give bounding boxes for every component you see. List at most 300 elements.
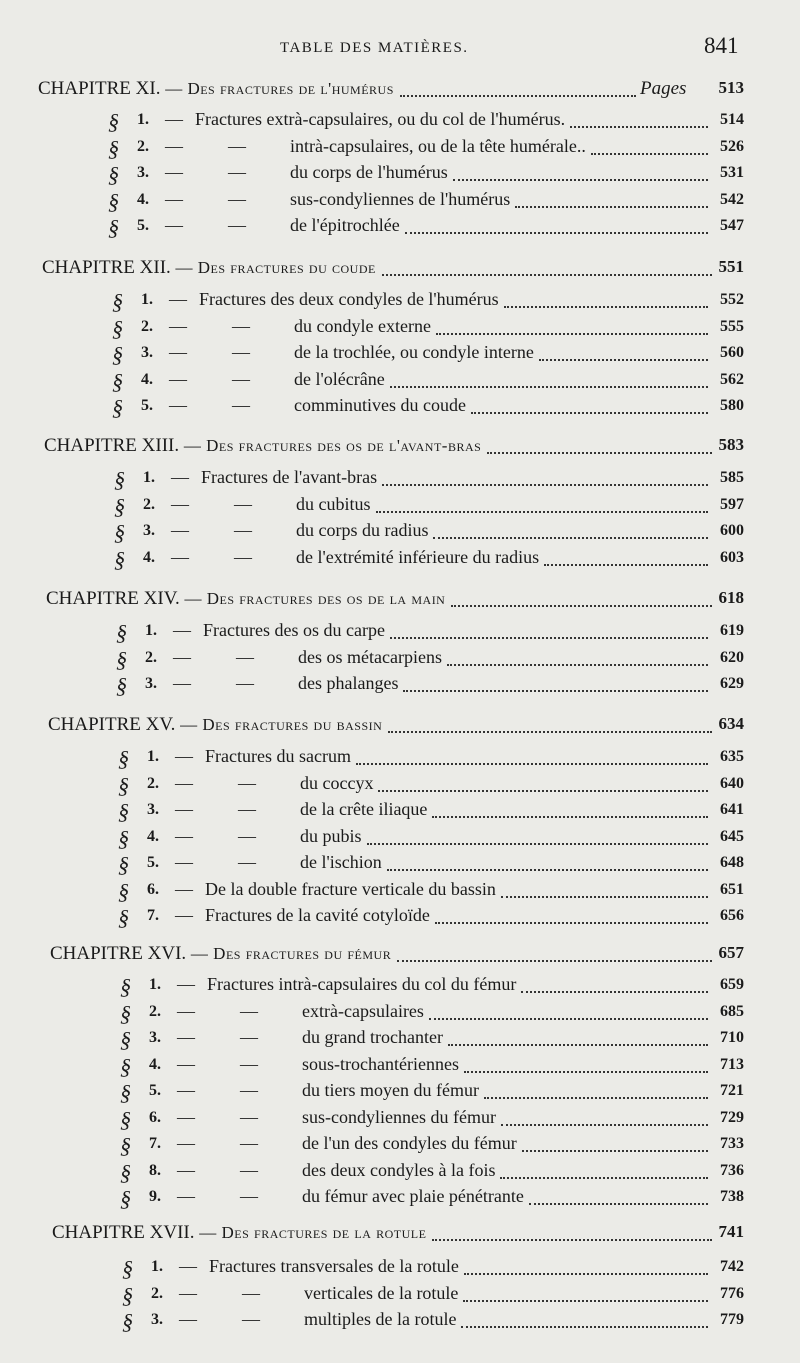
- entry-text: Fractures intrà-capsulaires du col du fémur: [207, 974, 517, 994]
- section-mark: §: [118, 799, 129, 824]
- ditto-dash: —: [228, 188, 246, 209]
- dot-leader: [471, 412, 708, 414]
- entry-page: 560: [720, 344, 744, 361]
- em-dash: —: [175, 772, 193, 793]
- entry-text: du fémur avec plaie pénétrante: [302, 1186, 524, 1206]
- em-dash: —: [169, 342, 187, 362]
- ditto-dash: —: [228, 215, 246, 235]
- section-mark: §: [114, 467, 125, 492]
- section-mark: §: [120, 1080, 131, 1105]
- em-dash: —: [171, 467, 189, 487]
- entry-page: 645: [720, 827, 744, 845]
- entry-text: Fractures des deux condyles de l'humérus: [199, 289, 499, 309]
- chapter-page: 657: [718, 943, 744, 962]
- dot-leader: [570, 126, 708, 128]
- dot-leader: [529, 1203, 708, 1205]
- entry-page: 659: [720, 976, 744, 993]
- section-mark: §: [112, 315, 123, 341]
- ditto-dash: —: [240, 1080, 258, 1100]
- section-mark: §: [116, 620, 127, 645]
- entry-text: du pubis: [300, 825, 362, 846]
- entry-page: 526: [720, 137, 744, 155]
- em-dash: —: [169, 395, 187, 415]
- section-mark: §: [118, 878, 129, 904]
- section-mark: §: [108, 135, 119, 161]
- dot-leader: [390, 637, 708, 639]
- dot-leader: [451, 605, 712, 607]
- section-mark: §: [120, 1133, 131, 1158]
- toc-entry: [0, 467, 800, 493]
- ditto-dash: —: [242, 1309, 260, 1329]
- dot-leader: [433, 537, 708, 539]
- dot-leader: [405, 232, 708, 234]
- em-dash: —: [179, 1309, 197, 1329]
- chapter-label: CHAPITRE XVI.: [50, 943, 187, 964]
- entry-page: 597: [720, 495, 744, 513]
- em-dash: —: [165, 215, 183, 235]
- entry-text: de l'ischion: [300, 852, 382, 872]
- entry-page: 685: [720, 1002, 744, 1020]
- toc-entry: [0, 289, 800, 315]
- section-number: 4.: [147, 827, 159, 845]
- section-number: 3.: [145, 675, 157, 692]
- chapter-subject: — Des fractures de l'humérus: [165, 79, 394, 98]
- chapter-title: [46, 588, 445, 610]
- entry-text: Fractures de l'avant-bras: [201, 467, 378, 487]
- toc-entry: [0, 974, 800, 1000]
- dot-leader: [378, 790, 708, 792]
- entry-page: 514: [720, 111, 744, 128]
- entry-text: sous-trochantériennes: [302, 1053, 459, 1074]
- entry-page: 776: [720, 1284, 744, 1302]
- entry-text: de la trochlée, ou condyle interne: [294, 342, 534, 362]
- toc-entry: [0, 852, 800, 878]
- section-mark: §: [112, 395, 123, 420]
- ditto-dash: —: [236, 646, 254, 667]
- toc-entry: [0, 395, 800, 421]
- em-dash: —: [175, 799, 193, 819]
- section-number: 2.: [137, 137, 149, 155]
- toc-entry: [0, 369, 800, 395]
- dot-leader: [591, 153, 708, 155]
- entry-page: 713: [720, 1055, 744, 1073]
- dot-leader: [432, 1239, 712, 1241]
- section-number: 4.: [141, 370, 153, 388]
- entry-page: 729: [720, 1108, 744, 1126]
- dot-leader: [522, 1150, 708, 1152]
- entry-page: 656: [720, 907, 744, 924]
- ditto-dash: —: [240, 1133, 258, 1153]
- em-dash: —: [177, 1000, 195, 1021]
- dot-leader: [504, 306, 708, 308]
- entry-page: 651: [720, 880, 744, 898]
- em-dash: —: [165, 188, 183, 209]
- toc-entry: [0, 1283, 800, 1309]
- page-number: 841: [704, 33, 739, 58]
- toc-entry: [0, 799, 800, 825]
- section-number: 1.: [145, 622, 157, 639]
- em-dash: —: [169, 315, 187, 336]
- dot-leader: [515, 206, 708, 208]
- section-mark: §: [112, 368, 123, 394]
- toc-entry: [0, 1309, 800, 1335]
- section-number: 3.: [143, 522, 155, 539]
- section-number: 3.: [137, 164, 149, 181]
- toc-entry: [0, 215, 800, 241]
- chapter-label: CHAPITRE XI.: [38, 78, 161, 99]
- section-number: 5.: [137, 217, 149, 234]
- section-number: 2.: [151, 1284, 163, 1302]
- ditto-dash: —: [240, 1000, 258, 1021]
- em-dash: —: [175, 825, 193, 846]
- dot-leader: [500, 1177, 708, 1179]
- toc-entry: [0, 136, 800, 162]
- em-dash: —: [177, 1027, 195, 1047]
- entry-text: comminutives du coude: [294, 395, 466, 415]
- entry-text: des os métacarpiens: [298, 646, 442, 667]
- section-mark: §: [120, 1159, 131, 1185]
- dot-leader: [356, 763, 708, 765]
- section-number: 6.: [147, 880, 159, 898]
- toc-entry: [0, 746, 800, 772]
- section-mark: §: [120, 1106, 131, 1132]
- toc-entry: [0, 1107, 800, 1133]
- dot-leader: [390, 386, 708, 388]
- dot-leader: [521, 991, 708, 993]
- ditto-dash: —: [232, 315, 250, 336]
- em-dash: —: [173, 673, 191, 693]
- entry-page: 620: [720, 648, 744, 666]
- toc-entry: [0, 109, 800, 135]
- ditto-dash: —: [238, 799, 256, 819]
- dot-leader: [461, 1326, 708, 1328]
- entry-text: des deux condyles à la fois: [302, 1159, 496, 1180]
- entry-text: multiples de la rotule: [304, 1309, 457, 1329]
- section-number: 4.: [143, 548, 155, 566]
- em-dash: —: [173, 620, 191, 640]
- entry-page: 779: [720, 1311, 744, 1328]
- dot-leader: [464, 1273, 708, 1275]
- chapter-heading: [0, 588, 800, 614]
- chapter-label: CHAPITRE XV.: [48, 714, 176, 735]
- section-number: 2.: [141, 317, 153, 335]
- entry-text: Fractures de la cavité cotyloïde: [205, 905, 430, 925]
- em-dash: —: [165, 135, 183, 156]
- dot-leader: [382, 274, 712, 276]
- running-title: TABLE DES MATIÈRES.: [280, 40, 469, 56]
- entry-text: de l'olécrâne: [294, 368, 385, 389]
- toc-entry: [0, 1133, 800, 1159]
- toc-entry: [0, 647, 800, 673]
- dot-leader: [501, 896, 708, 898]
- chapter-page: 618: [718, 588, 744, 607]
- entry-text: du corps du radius: [296, 520, 429, 540]
- entry-text: de l'épitrochlée: [290, 215, 400, 235]
- dot-leader: [400, 95, 636, 97]
- em-dash: —: [179, 1282, 197, 1303]
- em-dash: —: [169, 368, 187, 389]
- entry-page: 640: [720, 774, 744, 792]
- chapter-label: CHAPITRE XVII.: [52, 1222, 195, 1243]
- ditto-dash: —: [240, 1159, 258, 1180]
- entry-text: de l'extrémité inférieure du radius: [296, 546, 540, 567]
- toc-entry: [0, 342, 800, 368]
- entry-text: Fractures extrà-capsulaires, ou du col de l'humérus.: [195, 109, 566, 129]
- dot-leader: [436, 333, 708, 335]
- section-number: 2.: [149, 1002, 161, 1020]
- chapter-heading: [0, 943, 800, 969]
- entry-text: sus-condyliennes du fémur: [302, 1106, 496, 1127]
- dot-leader: [403, 690, 708, 692]
- em-dash: —: [175, 746, 193, 766]
- chapter-label: CHAPITRE XIII.: [44, 435, 180, 456]
- dot-leader: [388, 731, 712, 733]
- entry-page: 738: [720, 1188, 744, 1205]
- entry-text: des phalanges: [298, 673, 399, 693]
- entry-page: 580: [720, 397, 744, 414]
- chapter-subject: — Des fractures des os de l'avant-bras: [183, 436, 482, 455]
- section-number: 5.: [147, 854, 159, 871]
- section-number: 2.: [143, 495, 155, 513]
- section-mark: §: [114, 520, 125, 545]
- ditto-dash: —: [240, 1186, 258, 1206]
- section-mark: §: [108, 188, 119, 214]
- em-dash: —: [169, 289, 187, 309]
- em-dash: —: [177, 1106, 195, 1127]
- section-number: 1.: [151, 1258, 163, 1275]
- entry-text: du grand trochanter: [302, 1027, 443, 1047]
- entry-page: 555: [720, 317, 744, 335]
- ditto-dash: —: [228, 162, 246, 182]
- ditto-dash: —: [234, 493, 252, 514]
- em-dash: —: [177, 1080, 195, 1100]
- dot-leader: [447, 664, 708, 666]
- section-mark: §: [118, 852, 129, 877]
- dot-leader: [367, 843, 708, 845]
- em-dash: —: [175, 878, 193, 899]
- em-dash: —: [171, 546, 189, 567]
- entry-page: 629: [720, 675, 744, 692]
- section-number: 2.: [145, 648, 157, 666]
- entry-text: Fractures transversales de la rotule: [209, 1256, 459, 1276]
- em-dash: —: [177, 974, 195, 994]
- toc-entry: [0, 1001, 800, 1027]
- ditto-dash: —: [242, 1282, 260, 1303]
- entry-page: 542: [720, 190, 744, 208]
- entry-text: de la crête iliaque: [300, 799, 428, 819]
- em-dash: —: [177, 1133, 195, 1153]
- toc-entry: [0, 316, 800, 342]
- toc-entry: [0, 1160, 800, 1186]
- toc-entry: [0, 1027, 800, 1053]
- chapter-title: [44, 435, 481, 457]
- entry-page: 619: [720, 622, 744, 639]
- entry-text: Fractures des os du carpe: [203, 620, 385, 640]
- chapter-heading: [0, 78, 800, 104]
- toc-entry: [0, 494, 800, 520]
- toc-entry: [0, 620, 800, 646]
- section-number: 7.: [149, 1135, 161, 1152]
- toc-entry: [0, 1256, 800, 1282]
- entry-page: 600: [720, 522, 744, 539]
- toc-entry: [0, 547, 800, 573]
- section-number: 3.: [149, 1029, 161, 1046]
- section-mark: §: [118, 905, 129, 930]
- section-mark: §: [120, 974, 131, 999]
- ditto-dash: —: [238, 772, 256, 793]
- toc-entry: [0, 1186, 800, 1212]
- ditto-dash: —: [232, 395, 250, 415]
- section-mark: §: [120, 1053, 131, 1079]
- entry-text: De la double fracture verticale du bassin: [205, 878, 496, 899]
- entry-page: 641: [720, 801, 744, 818]
- section-number: 9.: [149, 1188, 161, 1205]
- dot-leader: [376, 511, 708, 513]
- ditto-dash: —: [238, 825, 256, 846]
- em-dash: —: [173, 646, 191, 667]
- entry-page: 648: [720, 854, 744, 871]
- dot-leader: [387, 869, 708, 871]
- chapter-page: 741: [718, 1222, 744, 1241]
- chapter-title: [48, 714, 382, 736]
- section-mark: §: [108, 109, 119, 134]
- em-dash: —: [171, 493, 189, 514]
- section-number: 1.: [149, 976, 161, 993]
- chapter-label: CHAPITRE XIV.: [46, 588, 180, 609]
- section-number: 5.: [149, 1082, 161, 1099]
- section-number: 6.: [149, 1108, 161, 1126]
- toc-entry: [0, 1080, 800, 1106]
- entry-text: de l'un des condyles du fémur: [302, 1133, 517, 1153]
- entry-page: 585: [720, 469, 744, 486]
- dot-leader: [464, 1071, 708, 1073]
- toc-entry: [0, 773, 800, 799]
- section-mark: §: [112, 342, 123, 367]
- dot-leader: [463, 1300, 708, 1302]
- entry-text: intrà-capsulaires, ou de la tête humérale..: [290, 135, 586, 156]
- entry-text: du coccyx: [300, 772, 374, 793]
- entry-page: 721: [720, 1082, 744, 1099]
- em-dash: —: [179, 1256, 197, 1276]
- section-mark: §: [120, 1027, 131, 1052]
- em-dash: —: [165, 109, 183, 129]
- chapter-page: 634: [718, 714, 744, 733]
- section-mark: §: [120, 1000, 131, 1026]
- dot-leader: [539, 359, 708, 361]
- toc-entry: [0, 162, 800, 188]
- dot-leader: [429, 1018, 708, 1020]
- dot-leader: [544, 564, 708, 566]
- section-number: 3.: [147, 801, 159, 818]
- em-dash: —: [175, 852, 193, 872]
- toc-entry: [0, 189, 800, 215]
- dot-leader: [448, 1044, 708, 1046]
- ditto-dash: —: [232, 342, 250, 362]
- section-number: 3.: [141, 344, 153, 361]
- section-mark: §: [116, 673, 127, 698]
- section-number: 1.: [143, 469, 155, 486]
- section-number: 4.: [149, 1055, 161, 1073]
- section-number: 2.: [147, 774, 159, 792]
- running-head: [0, 33, 800, 62]
- toc-entry: [0, 879, 800, 905]
- pages-label: Pages: [640, 78, 687, 99]
- section-mark: §: [114, 546, 125, 572]
- entry-page: 635: [720, 748, 744, 765]
- chapter-page: 513: [718, 78, 744, 97]
- dot-leader: [382, 484, 708, 486]
- section-mark: §: [108, 162, 119, 187]
- ditto-dash: —: [232, 368, 250, 389]
- section-mark: §: [112, 289, 123, 314]
- em-dash: —: [171, 520, 189, 540]
- chapter-heading: [0, 435, 800, 461]
- section-mark: §: [120, 1186, 131, 1211]
- chapter-title: [42, 257, 376, 279]
- entry-page: 603: [720, 548, 744, 566]
- section-mark: §: [108, 215, 119, 240]
- dot-leader: [453, 179, 708, 181]
- ditto-dash: —: [240, 1106, 258, 1127]
- dot-leader: [432, 816, 708, 818]
- section-number: 7.: [147, 907, 159, 924]
- toc-entry: [0, 826, 800, 852]
- toc-entry: [0, 1054, 800, 1080]
- toc-entry: [0, 905, 800, 931]
- chapter-page: 583: [718, 435, 744, 454]
- entry-text: du cubitus: [296, 493, 371, 514]
- entry-page: 710: [720, 1029, 744, 1046]
- entry-page: 547: [720, 217, 744, 234]
- section-mark: §: [118, 746, 129, 771]
- entry-text: du condyle externe: [294, 315, 431, 336]
- ditto-dash: —: [240, 1027, 258, 1047]
- section-number: 5.: [141, 397, 153, 414]
- entry-text: du tiers moyen du fémur: [302, 1080, 479, 1100]
- entry-page: 531: [720, 164, 744, 181]
- section-mark: §: [116, 646, 127, 672]
- entry-page: 736: [720, 1161, 744, 1179]
- section-number: 8.: [149, 1161, 161, 1179]
- chapter-title: [38, 78, 394, 100]
- ditto-dash: —: [228, 135, 246, 156]
- chapter-subject: — Des fractures des os de la main: [184, 589, 446, 608]
- entry-page: 742: [720, 1258, 744, 1275]
- entry-text: du corps de l'humérus: [290, 162, 448, 182]
- entry-page: 562: [720, 370, 744, 388]
- ditto-dash: —: [234, 520, 252, 540]
- section-mark: §: [122, 1256, 133, 1281]
- dot-leader: [435, 922, 708, 924]
- em-dash: —: [177, 1159, 195, 1180]
- chapter-heading: [0, 1222, 800, 1248]
- entry-text: sus-condyliennes de l'humérus: [290, 188, 511, 209]
- ditto-dash: —: [234, 546, 252, 567]
- entry-text: Fractures du sacrum: [205, 746, 351, 766]
- chapter-page: 551: [718, 257, 744, 276]
- entry-text: verticales de la rotule: [304, 1282, 459, 1303]
- chapter-subject: — Des fractures de la rotule: [199, 1223, 427, 1242]
- chapter-heading: [0, 714, 800, 740]
- section-mark: §: [122, 1309, 133, 1334]
- section-mark: §: [122, 1282, 133, 1308]
- entry-page: 552: [720, 291, 744, 308]
- em-dash: —: [177, 1186, 195, 1206]
- chapter-title: [52, 1222, 426, 1244]
- em-dash: —: [177, 1053, 195, 1074]
- ditto-dash: —: [236, 673, 254, 693]
- entry-text: extrà-capsulaires: [302, 1000, 424, 1021]
